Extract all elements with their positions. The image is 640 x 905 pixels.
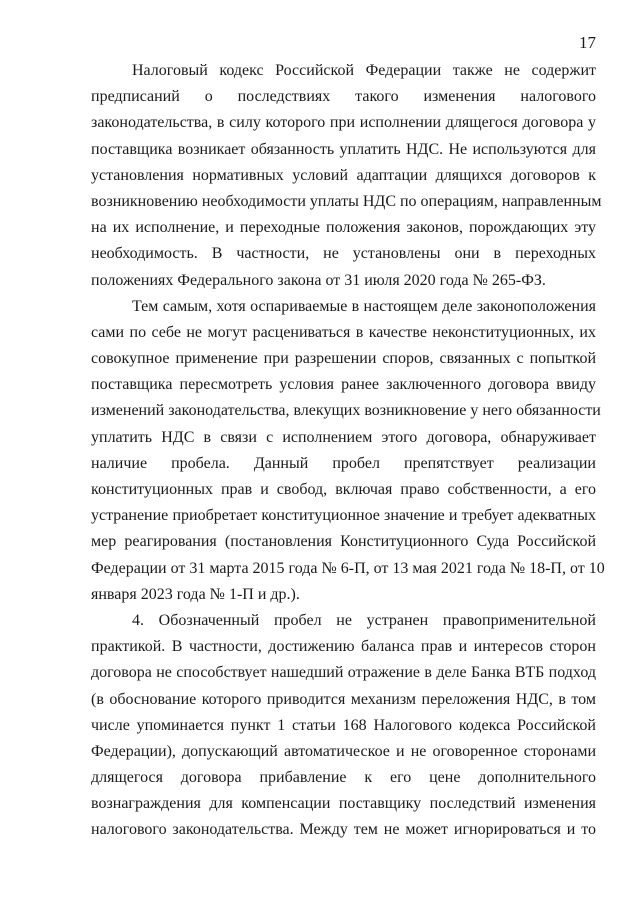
text-line: возникновению необходимости уплаты НДС по операциям, направленным [91,192,602,210]
text-line: сами по себе не могут расцениваться в качестве неконституционных, их [91,323,596,341]
text-line: уплатить НДС в связи с исполнением этого договора, обнаруживает [91,428,596,446]
text-line: установления нормативных условий адаптации длящихся договоров к [91,166,596,184]
text-line: поставщика возникает обязанность уплатить НДС. Не используются для [91,140,596,158]
text-line: Тем самым, хотя оспариваемые в настоящем деле законоположения [132,297,596,315]
text-line: (в обоснование которого приводится механизм переложения НДС, в том [91,690,596,708]
text-line: договора не способствует нашедший отражение в деле Банка ВТБ подход [91,664,596,682]
text-line: налогового законодательства. Между тем не может игнорироваться и то [91,821,596,839]
page-number: 17 [579,33,596,52]
text-line: совокупное применение при разрешении споров, связанных с попыткой [91,350,596,368]
text-line: числе упоминается пункт 1 статьи 168 Налогового кодекса Российской [91,716,596,734]
text-line: мер реагирования (постановления Конституционного Суда Российской [91,533,596,551]
text-line: вознаграждения для компенсации поставщику последствий изменения [91,795,596,813]
text-line: необходимость. В частности, не установлены они в переходных [91,245,596,263]
text-line: 4. Обозначенный пробел не устранен правоприменительной [132,611,596,629]
text-line: на их исполнение, и переходные положения законов, порождающих эту [91,219,596,237]
text-line: Федерации от 31 марта 2015 года № 6-П, от 13 мая 2021 года № 18-П, от 10 [91,559,605,577]
text-line: законодательства, в силу которого при исполнении длящегося договора у [91,114,596,132]
paragraph-point-4 [91,608,596,844]
text-line: Налоговый кодекс Российской Федерации также не содержит [132,62,596,79]
text-line: конституционных прав и свобод, включая право собственности, а его [91,481,596,498]
text-line: практикой. В частности, достижению баланса прав и интересов сторон [91,638,596,656]
text-line: Федерации), допускающий автоматическое и не оговоренное сторонами [91,742,596,760]
text-line: наличие пробела. Данный пробел препятствует реализации [91,454,596,472]
paragraph-tax-code [91,58,602,294]
text-line: положениях Федерального закона от 31 июля 2020 года № 265-ФЗ. [91,271,546,289]
paragraph-gap-conclusion [91,294,605,608]
text-line: изменений законодательства, влекущих возникновение у него обязанности [91,402,601,420]
text-line: длящегося договора прибавление к его цене дополнительного [91,769,596,787]
text-line: предписаний о последствиях такого изменения налогового [91,88,596,106]
document-body [91,58,605,844]
text-line: поставщика пересмотреть условия ранее заключенного договора ввиду [91,376,596,394]
text-line: устранение приобретает конституционное значение и требует адекватных [91,507,596,525]
text-line: января 2023 года № 1-П и др.). [91,585,300,603]
